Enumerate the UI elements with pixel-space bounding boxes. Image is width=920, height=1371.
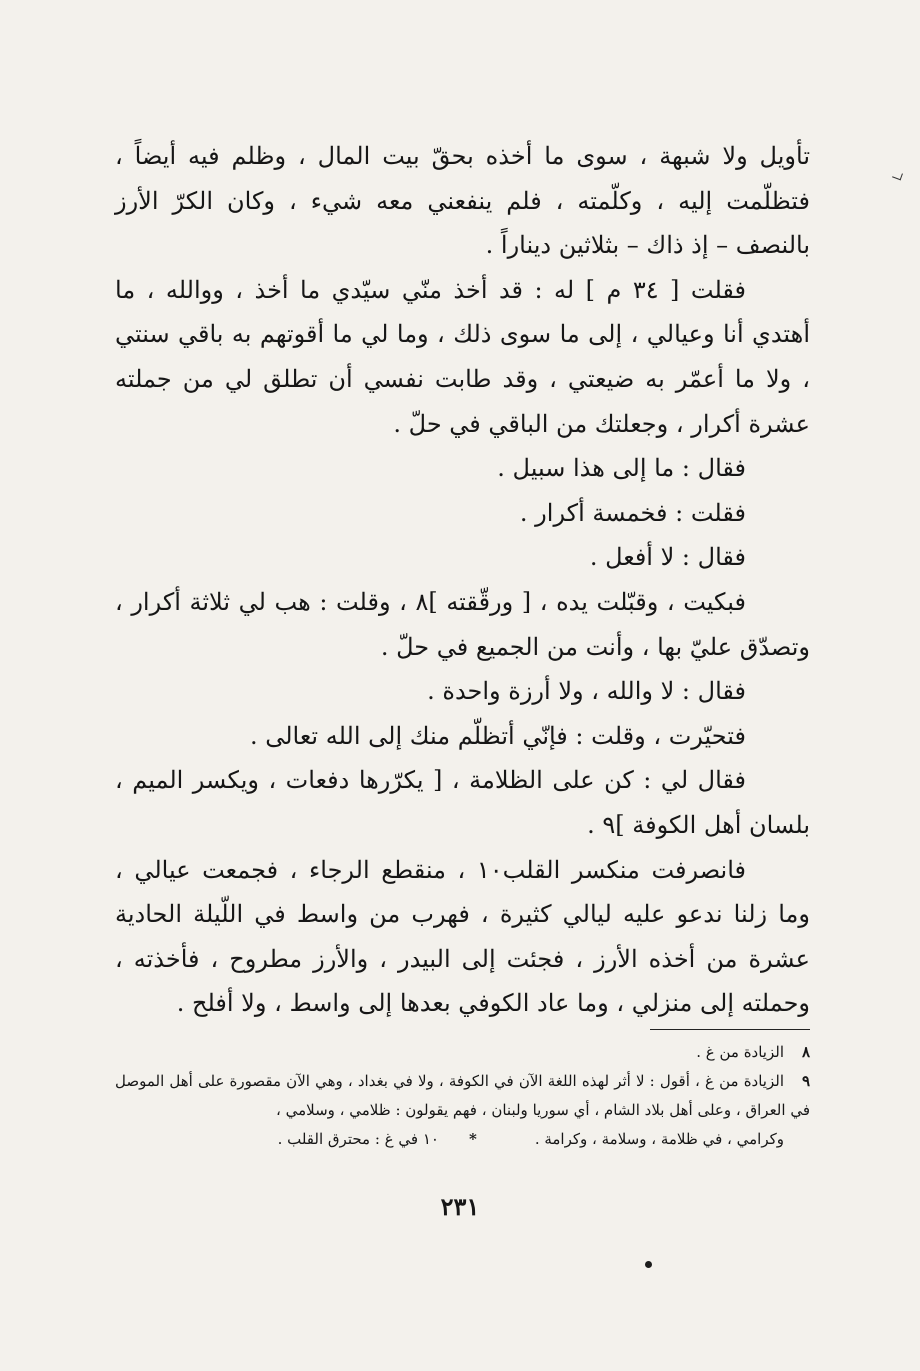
paragraph: فقال : لا والله ، ولا أرزة واحدة . [427, 677, 746, 706]
footnote-9 [115, 1067, 810, 1125]
page-number: ٢٣١ [440, 1192, 480, 1221]
paragraph: فتحيّرت ، وقلت : فإنّي أتظلّم منك إلى الله تعالى . [249, 721, 746, 750]
footnote-8 [115, 1038, 810, 1067]
footnote-9-continuation: وكرامي ، في ظلامة ، وسلامة ، وكرامة . [534, 1130, 784, 1148]
paragraph: فقلت : فخمسة أكرار . [519, 498, 746, 527]
paragraph: فقال لي : كن على الظلامة ، [ يكرّرها دفعات ، ويكسر الميم ، بلسان أهل الكوفة ]٩ . [115, 766, 810, 839]
footnote-number: ٨ [801, 1043, 810, 1061]
footnote-separator: * [468, 1130, 477, 1148]
footnote-divider [650, 1029, 810, 1030]
paragraph: فقال : لا أفعل . [589, 543, 746, 572]
footnotes [115, 1038, 810, 1154]
footnote-text: الزيادة من غ . [696, 1043, 784, 1061]
main-text [115, 134, 810, 1026]
footnote-10 [278, 1125, 439, 1154]
paragraph: تأويل ولا شبهة ، سوى ما أخذه بحقّ بيت المال ، وظلم فيه أيضاً ، فتظلّمت إليه ، وكلّمته ، فلم ينفعني معه شيء ، وكان الكرّ الأرز بالنصف – إذ ذاك – بثلاثين ديناراً . [115, 142, 810, 260]
paragraph: فقال : ما إلى هذا سبيل . [497, 454, 746, 483]
footnote-text: الزيادة من غ ، أقول : لا أثر لهذه اللغة الآن في الكوفة ، ولا في بغداد ، وهي الآن مقصورة على أهل الموصل في العراق ، وعلى أهل بلاد الشام ، أي سوريا ولبنان ، فهم يقولون : ظلامي ، وسلامي ، [115, 1072, 810, 1119]
footnote-final-line [115, 1125, 810, 1154]
footnote-number: ١٠ [422, 1130, 439, 1148]
paragraph: فبكيت ، وقبّلت يده ، [ ورقّقته ]٨ ، وقلت : هب لي ثلاثة أكرار ، وتصدّق عليّ بها ، وأنت من الجميع في حلّ . [115, 587, 810, 661]
paragraph: فانصرفت منكسر القلب١٠ ، منقطع الرجاء ، فجمعت عيالي ، وما زلنا ندعو عليه ليالي كثيرة ، فهرب من واسط في اللّيلة الحادية عشرة من أخذه الأرز ، فجئت إلى البيدر ، والأرز مطروح ، فأخذته ، وحملته إلى منزلي ، وما عاد الكوفي بعدها إلى واسط ، ولا أفلح . [115, 855, 810, 1018]
footnote-number: ٩ [801, 1072, 810, 1090]
ink-dot [645, 1261, 652, 1268]
margin-tick-mark [892, 171, 903, 181]
paragraph: فقلت [ ٣٤ م ] له : قد أخذ منّي سيّدي ما أخذ ، ووالله ، ما أهتدي أنا وعيالي ، إلى ما سوى ذلك ، وما لي ما أقوتهم به باقي سنتي ، ولا ما أعمّر به ضيعتي ، وقد طابت نفسي أن تطلق لي من جملته عشرة أكرار ، وجعلتك من الباقي في حلّ . [115, 275, 810, 438]
footnote-text: في غ : محترق القلب . [277, 1130, 419, 1148]
